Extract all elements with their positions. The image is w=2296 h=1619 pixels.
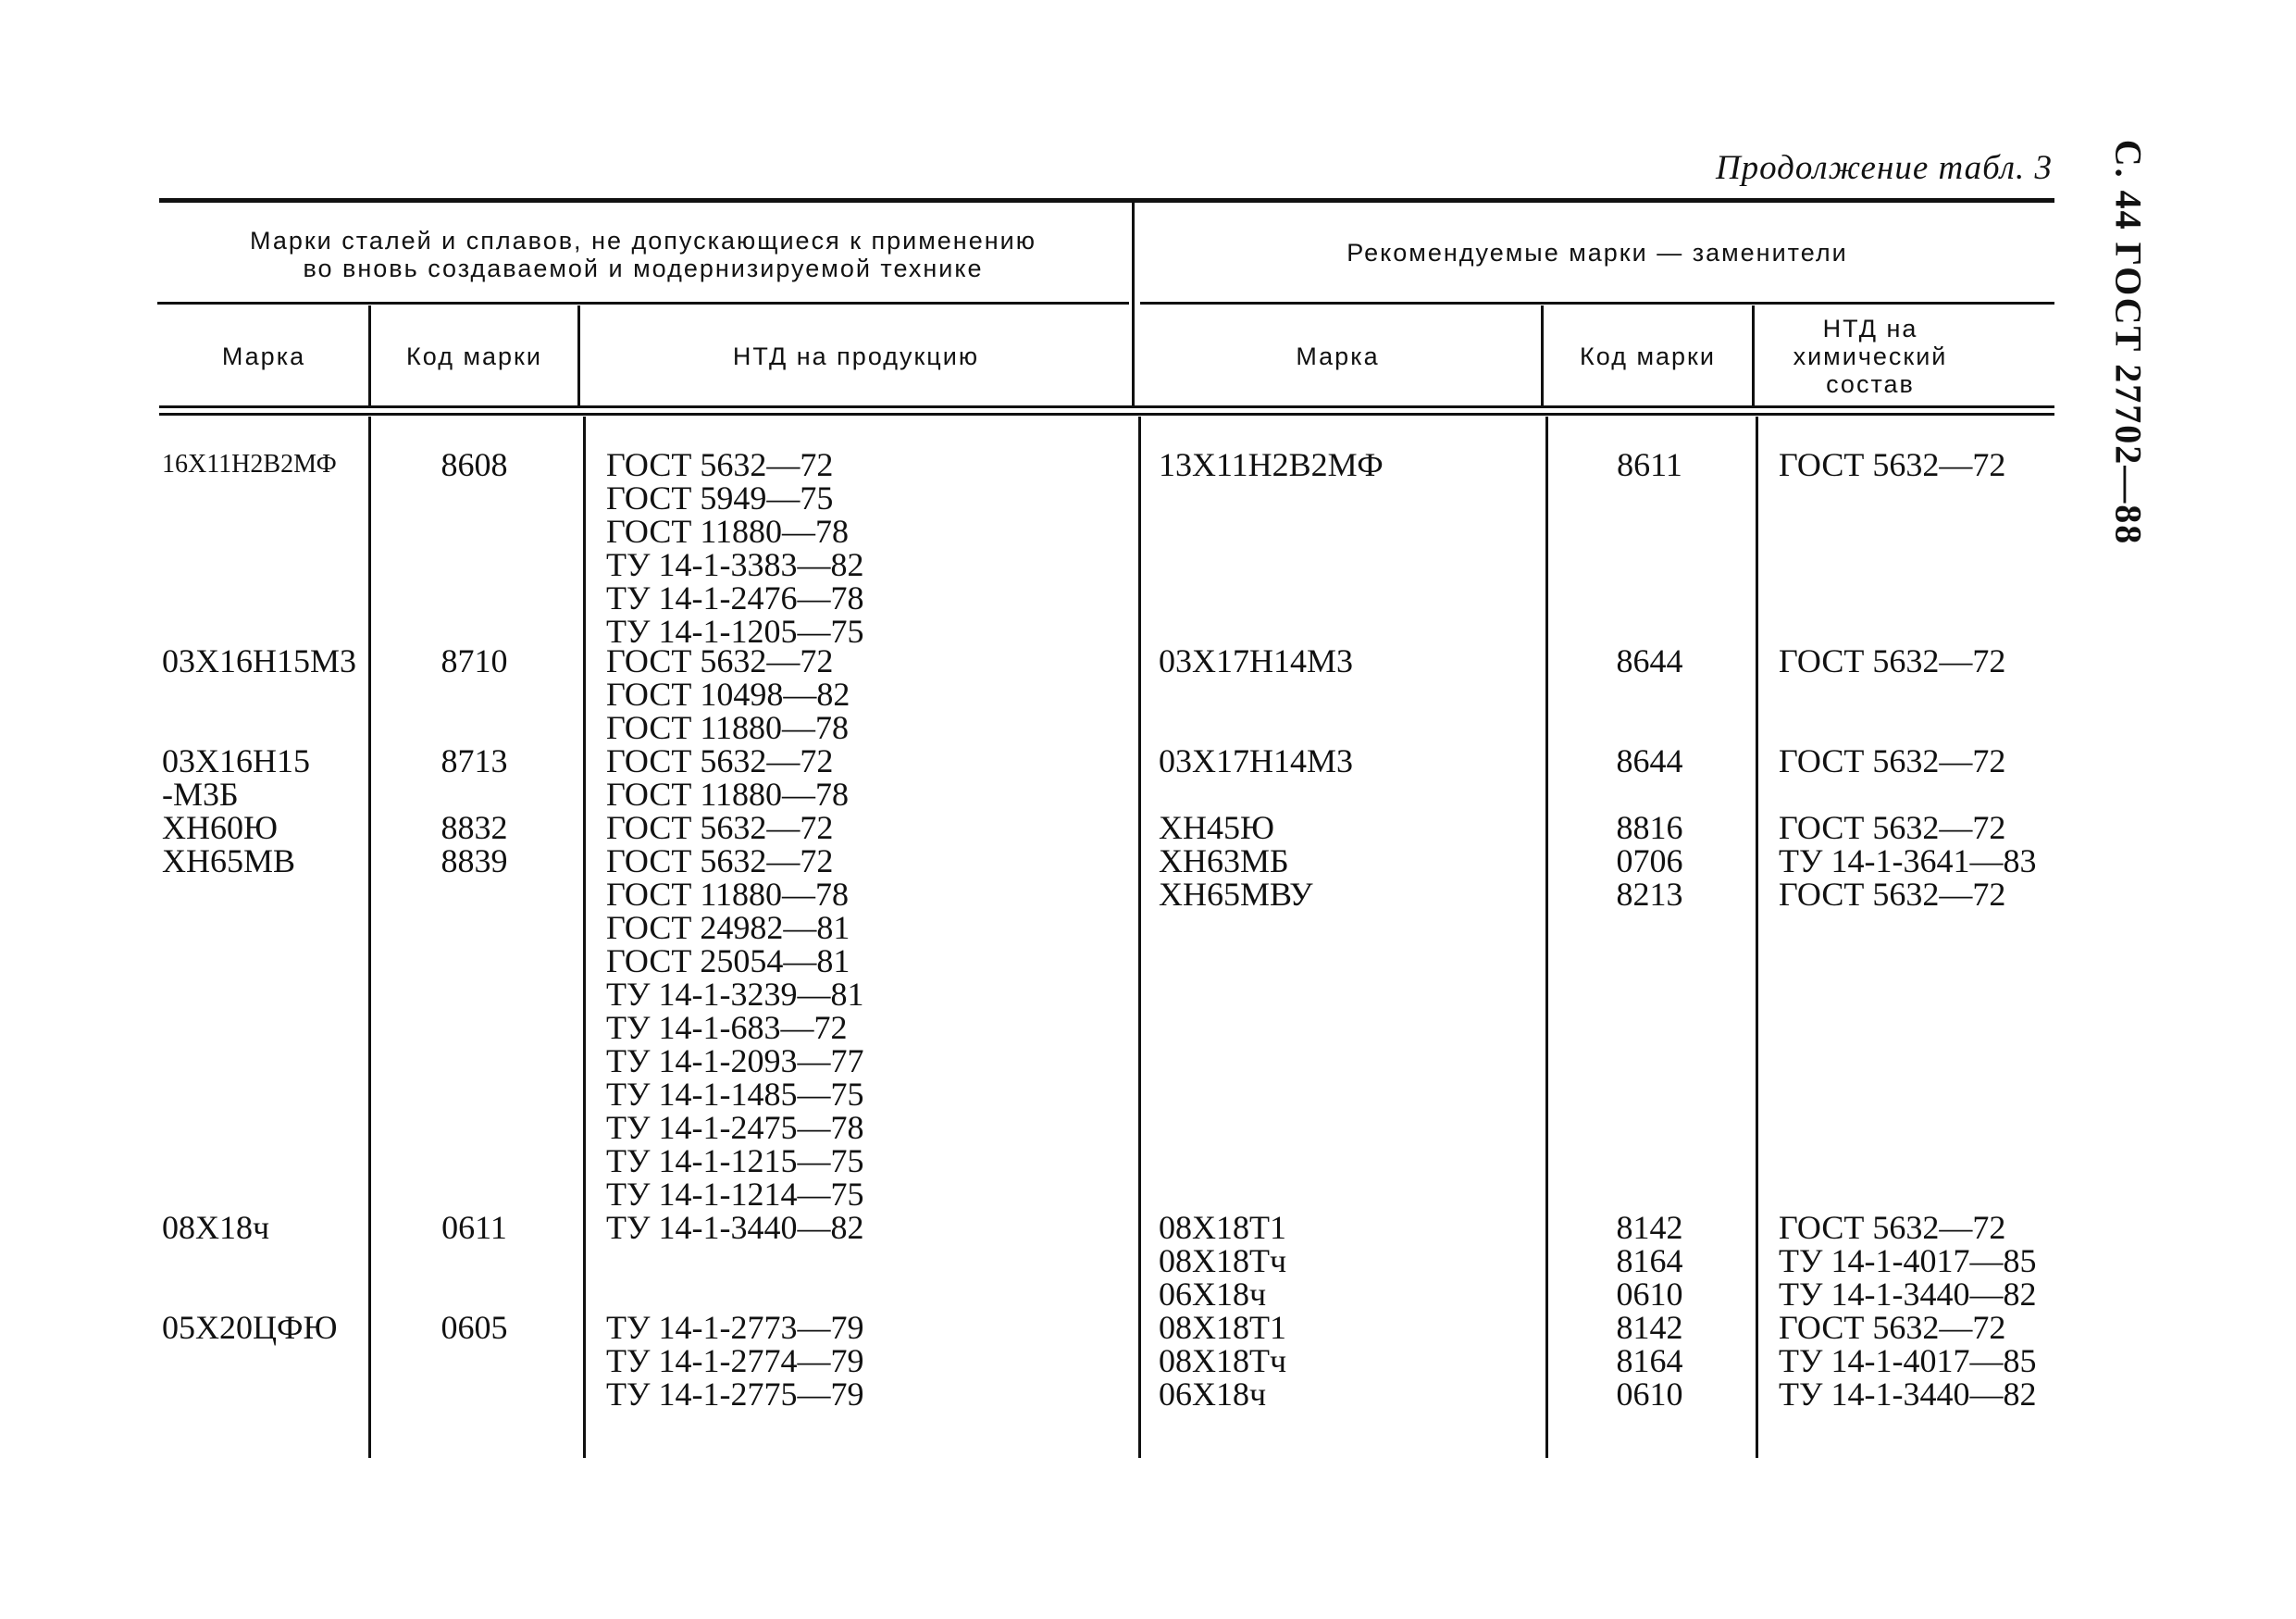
row-6-ntd-chem [1779, 1311, 2056, 1411]
column-header-rec-code: Код марки [1580, 342, 1716, 370]
column-header-ntd-product: НТД на продукцию [732, 342, 980, 370]
cell-line: ТУ 14-1-683—72 [606, 1009, 848, 1046]
cell-line: ТУ 14-1-1214—75 [606, 1176, 864, 1213]
cell-line: ТУ 14-1-3440—82 [1779, 1376, 2037, 1413]
cell-line: 0706 [1616, 842, 1683, 879]
cell-line: ХН60Ю [162, 809, 278, 846]
cell-line: ТУ 14-1-4017—85 [1779, 1342, 2037, 1379]
row-2-rec-code [1545, 744, 1754, 778]
row-0-rec-code [1545, 448, 1754, 481]
cell-line: 8710 [441, 642, 508, 679]
row-4-ntd-chem [1779, 844, 2056, 911]
row-4-ntd-product [606, 844, 1124, 1211]
row-5-ntd-chem [1779, 1211, 2056, 1311]
column-header-ntd-chem: НТД на химический состав [1793, 315, 1948, 398]
row-5-rec-grade [1159, 1211, 1538, 1311]
cell-line: ГОСТ 5949—75 [606, 479, 834, 517]
row-5-grade [162, 1211, 367, 1244]
cell-line: 0605 [441, 1309, 508, 1346]
column-divider-1-body [368, 417, 371, 1458]
row-1-ntd-product [606, 644, 1124, 744]
cell-line: 03Х16Н15М3 [162, 642, 357, 679]
row-3-code [371, 811, 577, 844]
cell-line: 08Х18ч [162, 1209, 270, 1246]
cell-line: ГОСТ 5632—72 [1779, 809, 2006, 846]
cell-line: 8644 [1616, 642, 1683, 679]
cell-line: 08Х18Тч [1159, 1242, 1287, 1279]
row-0-ntd-product [606, 448, 1124, 648]
cell-line: 0610 [1616, 1376, 1683, 1413]
row-2-ntd-product [606, 744, 1124, 811]
row-5-code [371, 1211, 577, 1244]
header-bottom-rule-1 [159, 405, 2054, 408]
cell-line: ХН65МВУ [1159, 876, 1313, 913]
cell-line: ТУ 14-1-2475—78 [606, 1109, 864, 1146]
row-0-code [371, 448, 577, 481]
page-side-title [2101, 139, 2156, 546]
group-header-recommended: Рекомендуемые марки — заменители [1347, 238, 1848, 267]
row-1-rec-code [1545, 644, 1754, 678]
table-caption: Продолжение табл. 3 [1715, 149, 2053, 187]
side-title-text: С. 44 ГОСТ 27702—88 [2107, 139, 2150, 546]
cell-line: 8608 [441, 446, 508, 483]
cell-line: 06Х18ч [1159, 1276, 1267, 1313]
cell-line: 0611 [441, 1209, 507, 1246]
group-header-prohibited: Марки сталей и сплавов, не допускающиеся к применению во вновь создаваемой и модернизируемой технике [250, 227, 1036, 282]
column-divider-center-body [1138, 417, 1141, 1458]
row-3-rec-code [1545, 811, 1754, 844]
cell-line: ГОСТ 11880—78 [606, 513, 850, 550]
column-divider-5-body [1756, 417, 1758, 1458]
cell-line: ТУ 14-1-3440—82 [606, 1209, 864, 1246]
cell-line: 03Х16Н15 [162, 742, 310, 779]
cell-line: ТУ 14-1-3239—81 [606, 976, 864, 1013]
cell-line: 8142 [1616, 1309, 1683, 1346]
row-3-ntd-product [606, 811, 1124, 844]
cell-line: 8832 [441, 809, 508, 846]
group-header-rule-left [157, 302, 1129, 305]
cell-line: ГОСТ 5632—72 [606, 809, 834, 846]
cell-line: 8713 [441, 742, 508, 779]
row-4-code [371, 844, 577, 878]
cell-line: ГОСТ 25054—81 [606, 942, 850, 979]
cell-line: 06Х18ч [1159, 1376, 1267, 1413]
cell-line: ХН65МВ [162, 842, 296, 879]
cell-line: -М3Б [162, 776, 239, 813]
row-3-rec-grade [1159, 811, 1538, 844]
cell-line: ГОСТ 5632—72 [606, 742, 834, 779]
row-2-code [371, 744, 577, 778]
cell-line: ГОСТ 5632—72 [1779, 446, 2006, 483]
cell-line: ТУ 14-1-1485—75 [606, 1076, 864, 1113]
header-bottom-rule-2 [159, 413, 2054, 416]
cell-line: ТУ 14-1-3641—83 [1779, 842, 2037, 879]
cell-line: 8816 [1616, 809, 1683, 846]
cell-line: 16Х11Н2В2МФ [162, 450, 337, 479]
column-header-grade: Марка [221, 342, 306, 370]
row-1-code [371, 644, 577, 678]
cell-line: 05Х20ЦФЮ [162, 1309, 338, 1346]
row-2-ntd-chem [1779, 744, 2056, 778]
cell-line: 0610 [1616, 1276, 1683, 1313]
cell-line: ГОСТ 5632—72 [606, 446, 834, 483]
row-5-rec-code [1545, 1211, 1754, 1311]
cell-line: 8839 [441, 842, 508, 879]
cell-line: ХН63МБ [1159, 842, 1289, 879]
cell-line: ГОСТ 10498—82 [606, 676, 850, 713]
cell-line: ГОСТ 5632—72 [1779, 1309, 2006, 1346]
cell-line: 8164 [1616, 1342, 1683, 1379]
row-2-rec-grade [1159, 744, 1538, 778]
row-6-ntd-product [606, 1311, 1124, 1411]
row-6-code [371, 1311, 577, 1344]
row-0-rec-grade [1159, 448, 1538, 481]
cell-line: 8164 [1616, 1242, 1683, 1279]
column-header-rec-grade: Марка [1296, 342, 1380, 370]
cell-line: 08Х18Тч [1159, 1342, 1287, 1379]
row-1-rec-grade [1159, 644, 1538, 678]
row-0-ntd-chem [1779, 448, 2056, 481]
cell-line: 03Х17Н14М3 [1159, 642, 1354, 679]
cell-line: ГОСТ 11880—78 [606, 776, 850, 813]
cell-line: ТУ 14-1-1215—75 [606, 1142, 864, 1179]
cell-line: 8644 [1616, 742, 1683, 779]
row-4-grade [162, 844, 367, 878]
cell-line: 8142 [1616, 1209, 1683, 1246]
cell-line: ТУ 14-1-4017—85 [1779, 1242, 2037, 1279]
cell-line: ГОСТ 5632—72 [606, 842, 834, 879]
row-1-grade [162, 644, 367, 678]
cell-line: ГОСТ 24982—81 [606, 909, 850, 946]
row-0-grade [162, 448, 367, 481]
cell-line: ТУ 14-1-2775—79 [606, 1376, 864, 1413]
row-6-rec-grade [1159, 1311, 1538, 1411]
cell-line: ГОСТ 11880—78 [606, 709, 850, 746]
cell-line: ТУ 14-1-2476—78 [606, 579, 864, 616]
row-1-ntd-chem [1779, 644, 2056, 678]
row-4-rec-code [1545, 844, 1754, 911]
cell-line: 8611 [1617, 446, 1682, 483]
cell-line: 13Х11Н2В2МФ [1159, 446, 1384, 483]
row-5-ntd-product [606, 1211, 1124, 1244]
cell-line: 03Х17Н14М3 [1159, 742, 1354, 779]
cell-line: ГОСТ 5632—72 [1779, 742, 2006, 779]
row-2-grade [162, 744, 367, 811]
row-4-rec-grade [1159, 844, 1538, 911]
row-3-ntd-chem [1779, 811, 2056, 844]
cell-line: ГОСТ 5632—72 [1779, 1209, 2006, 1246]
cell-line: ГОСТ 5632—72 [606, 642, 834, 679]
cell-line: ТУ 14-1-3383—82 [606, 546, 864, 583]
cell-line: ГОСТ 5632—72 [1779, 642, 2006, 679]
cell-line: ТУ 14-1-2093—77 [606, 1042, 864, 1079]
column-divider-2-body [583, 417, 586, 1458]
row-6-grade [162, 1311, 367, 1344]
cell-line: 8213 [1616, 876, 1683, 913]
cell-line: ТУ 14-1-2774—79 [606, 1342, 864, 1379]
column-header-code: Код марки [406, 342, 542, 370]
row-6-rec-code [1545, 1311, 1754, 1411]
cell-line: ТУ 14-1-2773—79 [606, 1309, 864, 1346]
cell-line: ХН45Ю [1159, 809, 1274, 846]
group-header-rule-right [1140, 302, 2054, 305]
cell-line: ТУ 14-1-3440—82 [1779, 1276, 2037, 1313]
cell-line: 08Х18Т1 [1159, 1309, 1286, 1346]
cell-line: ТУ 14-1-1205—75 [606, 613, 864, 650]
cell-line: 08Х18Т1 [1159, 1209, 1286, 1246]
row-3-grade [162, 811, 367, 844]
cell-line: ГОСТ 11880—78 [606, 876, 850, 913]
cell-line: ГОСТ 5632—72 [1779, 876, 2006, 913]
